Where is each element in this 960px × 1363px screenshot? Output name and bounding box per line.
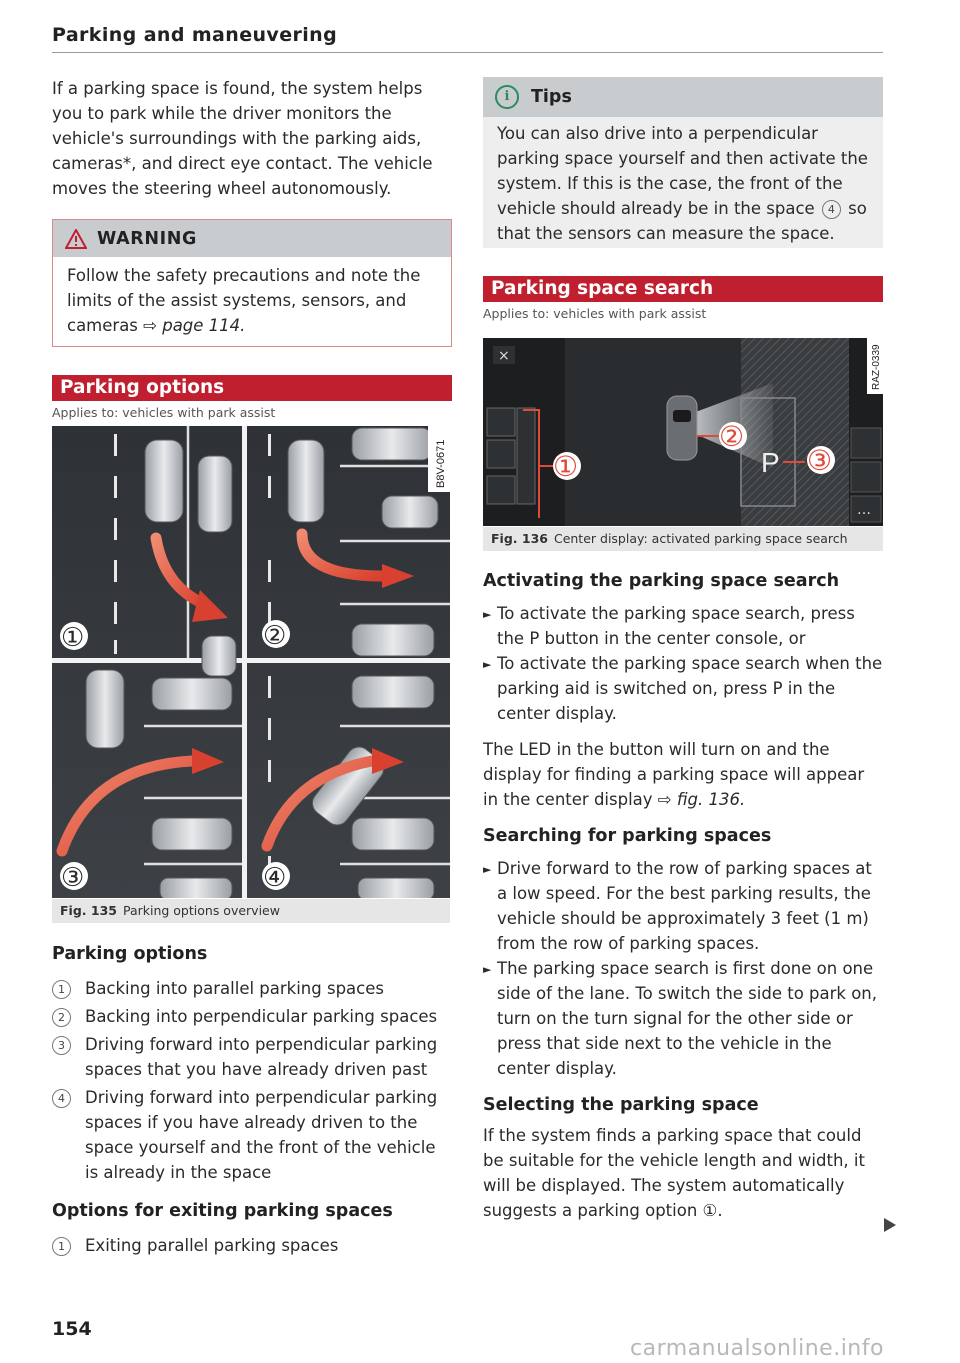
list-item	[52, 1233, 452, 1258]
warning-triangle-icon	[65, 229, 87, 249]
section-title-parking-space-search: Parking space search	[483, 276, 883, 302]
item-number: 4	[52, 1089, 71, 1108]
item-text: To activate the parking space search when the parking aid is switched on, press P in the center display.	[497, 654, 883, 723]
tips-header	[483, 77, 883, 117]
activating-bullets	[483, 601, 883, 726]
figure-135	[52, 426, 450, 898]
exit-options-list	[52, 1233, 452, 1258]
list-item	[483, 856, 883, 956]
figure-135-caption	[52, 899, 450, 923]
section-title-parking-options: Parking options	[52, 375, 452, 401]
fig135-label-1: ①	[61, 623, 85, 653]
list-item	[483, 651, 883, 726]
warning-body	[53, 257, 451, 346]
bullet-arrow-icon: ►	[483, 963, 492, 976]
fig136-label-1: ①	[553, 450, 579, 483]
parking-options-heading: Parking options	[52, 944, 208, 964]
item-text: Driving forward into perpendicular parking spaces if you have already driven to the space yourself and the front of the vehicle is already in the space	[85, 1088, 438, 1182]
parking-options-illustration	[52, 426, 450, 898]
tips-title: Tips	[531, 87, 572, 107]
item-text: Backing into perpendicular parking spaces	[85, 1007, 438, 1026]
left-column	[52, 76, 452, 420]
figure-136-caption	[483, 527, 883, 551]
display-p-symbol: P	[761, 447, 780, 478]
item-text: To activate the parking space search, press the P button in the center console, or	[497, 604, 855, 648]
bullet-arrow-icon: ►	[483, 658, 492, 671]
applies-to-note: Applies to: vehicles with park assist	[52, 405, 276, 420]
right-column	[483, 77, 883, 321]
warning-header	[53, 220, 451, 257]
watermark: carmanualsonline.info	[630, 1336, 884, 1361]
fig136-label-3: ③	[807, 444, 833, 477]
item-number: 1	[52, 1237, 71, 1256]
bullet-arrow-icon: ►	[483, 863, 492, 876]
item-number: 3	[52, 1036, 71, 1055]
parking-space-search-section	[483, 276, 883, 321]
item-text: Drive forward to the row of parking spaces at a low speed. For the best parking results, the vehicle should be approximately 3 feet (1 m) from the row of parking spaces.	[497, 859, 872, 953]
selecting-text: If the system finds a parking space that could be suitable for the vehicle length and width, it will be displayed. The system automatically suggests a parking option	[483, 1126, 865, 1220]
led-paragraph	[483, 737, 883, 812]
fig135-caption-number: Fig. 135	[60, 903, 117, 918]
selecting-ref: ①.	[702, 1201, 723, 1220]
center-display-illustration	[483, 338, 883, 526]
intro-paragraph: If a parking space is found, the system helps you to park while the driver monitors the vehicle's surroundings with the parking aids, cameras*, and direct eye contact. The vehicle moves the steering wheel autonomously.	[52, 79, 433, 198]
list-item	[52, 1032, 452, 1082]
activating-heading: Activating the parking space search	[483, 571, 840, 591]
fig136-link[interactable]: ⇨ fig. 136.	[657, 790, 746, 809]
list-item	[483, 601, 883, 651]
applies-to-note: Applies to: vehicles with park assist	[483, 306, 707, 321]
list-item	[52, 1004, 452, 1029]
info-icon: i	[495, 85, 519, 109]
searching-bullets	[483, 856, 883, 1081]
fig135-label-3: ③	[61, 863, 85, 893]
searching-heading: Searching for parking spaces	[483, 826, 772, 846]
list-item	[52, 1085, 452, 1185]
item-number: 2	[52, 1008, 71, 1027]
item-text: Backing into parallel parking spaces	[85, 979, 384, 998]
parking-options-list	[52, 976, 452, 1185]
figure-code: B8V-0671	[435, 439, 447, 488]
led-text: The LED in the button will turn on and the display for finding a parking space will appear in the center display	[483, 740, 865, 809]
list-item	[483, 956, 883, 1081]
fig135-label-4: ④	[263, 863, 287, 893]
header-divider	[52, 52, 883, 53]
tips-box	[483, 77, 883, 248]
selecting-heading: Selecting the parking space	[483, 1095, 759, 1115]
tips-ref-number: 4	[822, 200, 841, 219]
item-number: 1	[52, 980, 71, 999]
list-item	[52, 976, 452, 1001]
exit-options-heading: Options for exiting parking spaces	[52, 1201, 393, 1221]
bullet-arrow-icon: ►	[483, 608, 492, 621]
continue-arrow-icon	[884, 1218, 896, 1232]
svg-text:…: …	[857, 502, 871, 518]
selecting-paragraph	[483, 1123, 883, 1223]
page-number: 154	[52, 1318, 92, 1340]
item-text: The parking space search is first done on one side of the lane. To switch the side to park on, turn on the turn signal for the other side or press that side next to the vehicle in the center display.	[497, 959, 877, 1078]
page-header-title: Parking and maneuvering	[52, 24, 338, 46]
fig136-label-2: ②	[719, 420, 745, 453]
close-icon[interactable]: ×	[498, 348, 510, 364]
parking-options-section	[52, 375, 452, 420]
parking-options-list-section	[52, 944, 452, 1258]
warning-box	[52, 219, 452, 347]
fig135-caption-text: Parking options overview	[122, 903, 280, 918]
fig136-caption-number: Fig. 136	[491, 531, 548, 546]
item-text: Driving forward into perpendicular parking spaces that you have already driven past	[85, 1035, 438, 1079]
parking-space-search-text	[483, 571, 883, 1223]
figure-136	[483, 338, 883, 526]
fig135-label-2: ②	[263, 621, 287, 651]
fig136-caption-text: Center display: activated parking space search	[553, 531, 848, 546]
warning-text: Follow the safety precautions and note the limits of the assist systems, sensors, and cameras	[67, 266, 421, 335]
warning-page-link[interactable]: ⇨ page 114.	[143, 316, 246, 335]
tips-body	[483, 117, 883, 248]
tips-text-b: so that the sensors can measure the space.	[497, 199, 867, 243]
tips-text-a: You can also drive into a perpendicular parking space yourself and then activate the system. If this is the case, the front of the vehicle should already be in the space	[497, 124, 868, 218]
warning-title: WARNING	[97, 228, 197, 249]
item-text: Exiting parallel parking spaces	[85, 1236, 339, 1255]
figure-code: RAZ-0339	[871, 344, 882, 390]
